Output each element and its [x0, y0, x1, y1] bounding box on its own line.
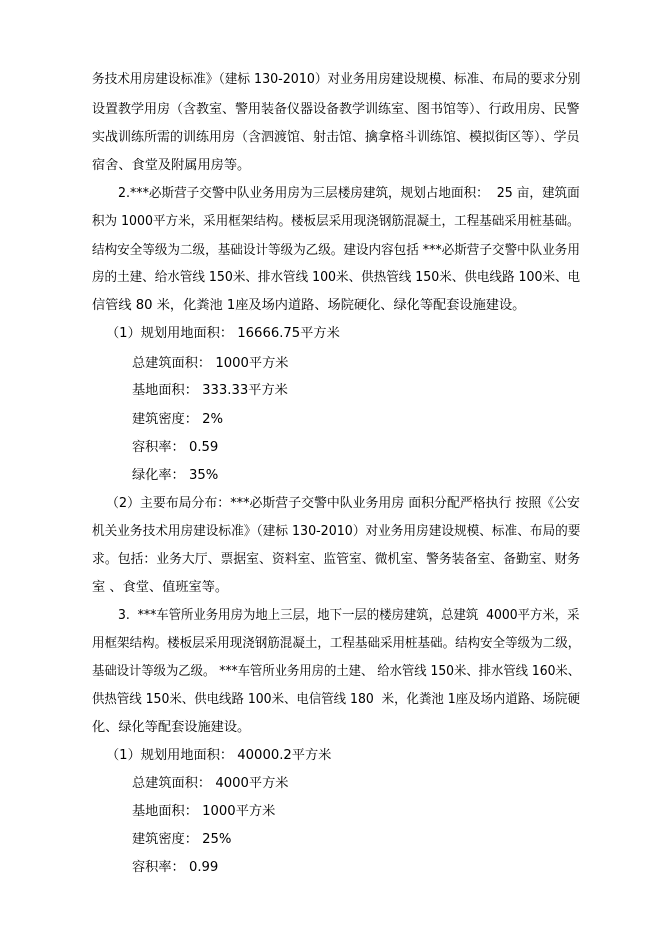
text-line: 设置教学用房（含教室、警用装备仪器设备教学训练室、图书馆等）、行政用房、民警: [92, 102, 580, 117]
site-area-item: （1）规划用地面积： 40000.2平方米: [106, 748, 332, 763]
plot-ratio: 容积率： 0.59: [132, 440, 219, 455]
layout-item: （2）主要布局分布：***必斯营子交警中队业务用房 面积分配严格执行 按照《公安: [106, 496, 580, 511]
gross-floor-area: 总建筑面积： 1000平方米: [132, 356, 289, 371]
text-line: 信管线 80 米，化粪池 1座及场内道路、场院硬化、绿化等配套设施建设。: [92, 298, 526, 313]
paragraph-3-start: 3. ***车管所业务用房为地上三层，地下一层的楼房建筑，总建筑 4000平方米，采: [118, 608, 580, 623]
text-line: 宿舍、食堂及附属用房等。: [92, 158, 251, 173]
plot-ratio: 容积率： 0.99: [132, 860, 219, 875]
text-line: 房的土建、给水管线 150米、排水管线 100米、供热管线 150米、供电线路 100米、电: [92, 270, 581, 285]
paragraph-2-start: 2.***必斯营子交警中队业务用房为三层楼房建筑，规划占地面积： 25 亩，建筑面: [118, 186, 580, 201]
text-line: 供热管线 150米、供电线路 100米、电信管线 180 米，化粪池 1座及场内道路、场院硬: [92, 692, 580, 707]
building-density: 建筑密度： 2%: [132, 412, 224, 427]
base-area: 基地面积： 1000平方米: [132, 804, 276, 819]
gross-floor-area: 总建筑面积： 4000平方米: [132, 776, 289, 791]
text-line: 实战训练所需的训练用房（含泗渡馆、射击馆、擒拿格斗训练馆、模拟街区等）、学员: [92, 130, 580, 145]
text-line: 积为 1000平方米，采用框架结构。楼板层采用现浇钢筋混凝土，工程基础采用桩基础。: [92, 214, 580, 229]
text-line: 结构安全等级为二级，基础设计等级为乙级。建设内容包括 ***必斯营子交警中队业务用: [92, 243, 580, 258]
base-area: 基地面积： 333.33平方米: [132, 383, 288, 398]
text-line: 用框架结构。楼板层采用现浇钢筋混凝土，工程基础采用桩基础。结构安全等级为二级，: [92, 636, 581, 651]
building-density: 建筑密度： 25%: [132, 832, 232, 847]
text-line: 化、绿化等配套设施建设。: [92, 720, 251, 735]
site-area-item: （1）规划用地面积： 16666.75平方米: [106, 326, 340, 341]
text-line: 务技术用房建设标准》（建标 130-2010）对业务用房建设规模、标准、布局的要求分别: [92, 72, 581, 87]
text-line: 机关业务技术用房建设标准》（建标 130-2010）对业务用房建设规模、标准、布局的要: [92, 524, 581, 539]
text-line: 求。包括：业务大厅、票据室、资料室、监管室、微机室、警务装备室、备勤室、财务: [92, 552, 581, 567]
text-line: 基础设计等级为乙级。 ***车管所业务用房的土建、 给水管线 150米、排水管线 160米、: [92, 664, 581, 679]
green-ratio: 绿化率： 35%: [132, 468, 219, 483]
text-line: 室 、食堂、值班室等。: [92, 580, 229, 595]
